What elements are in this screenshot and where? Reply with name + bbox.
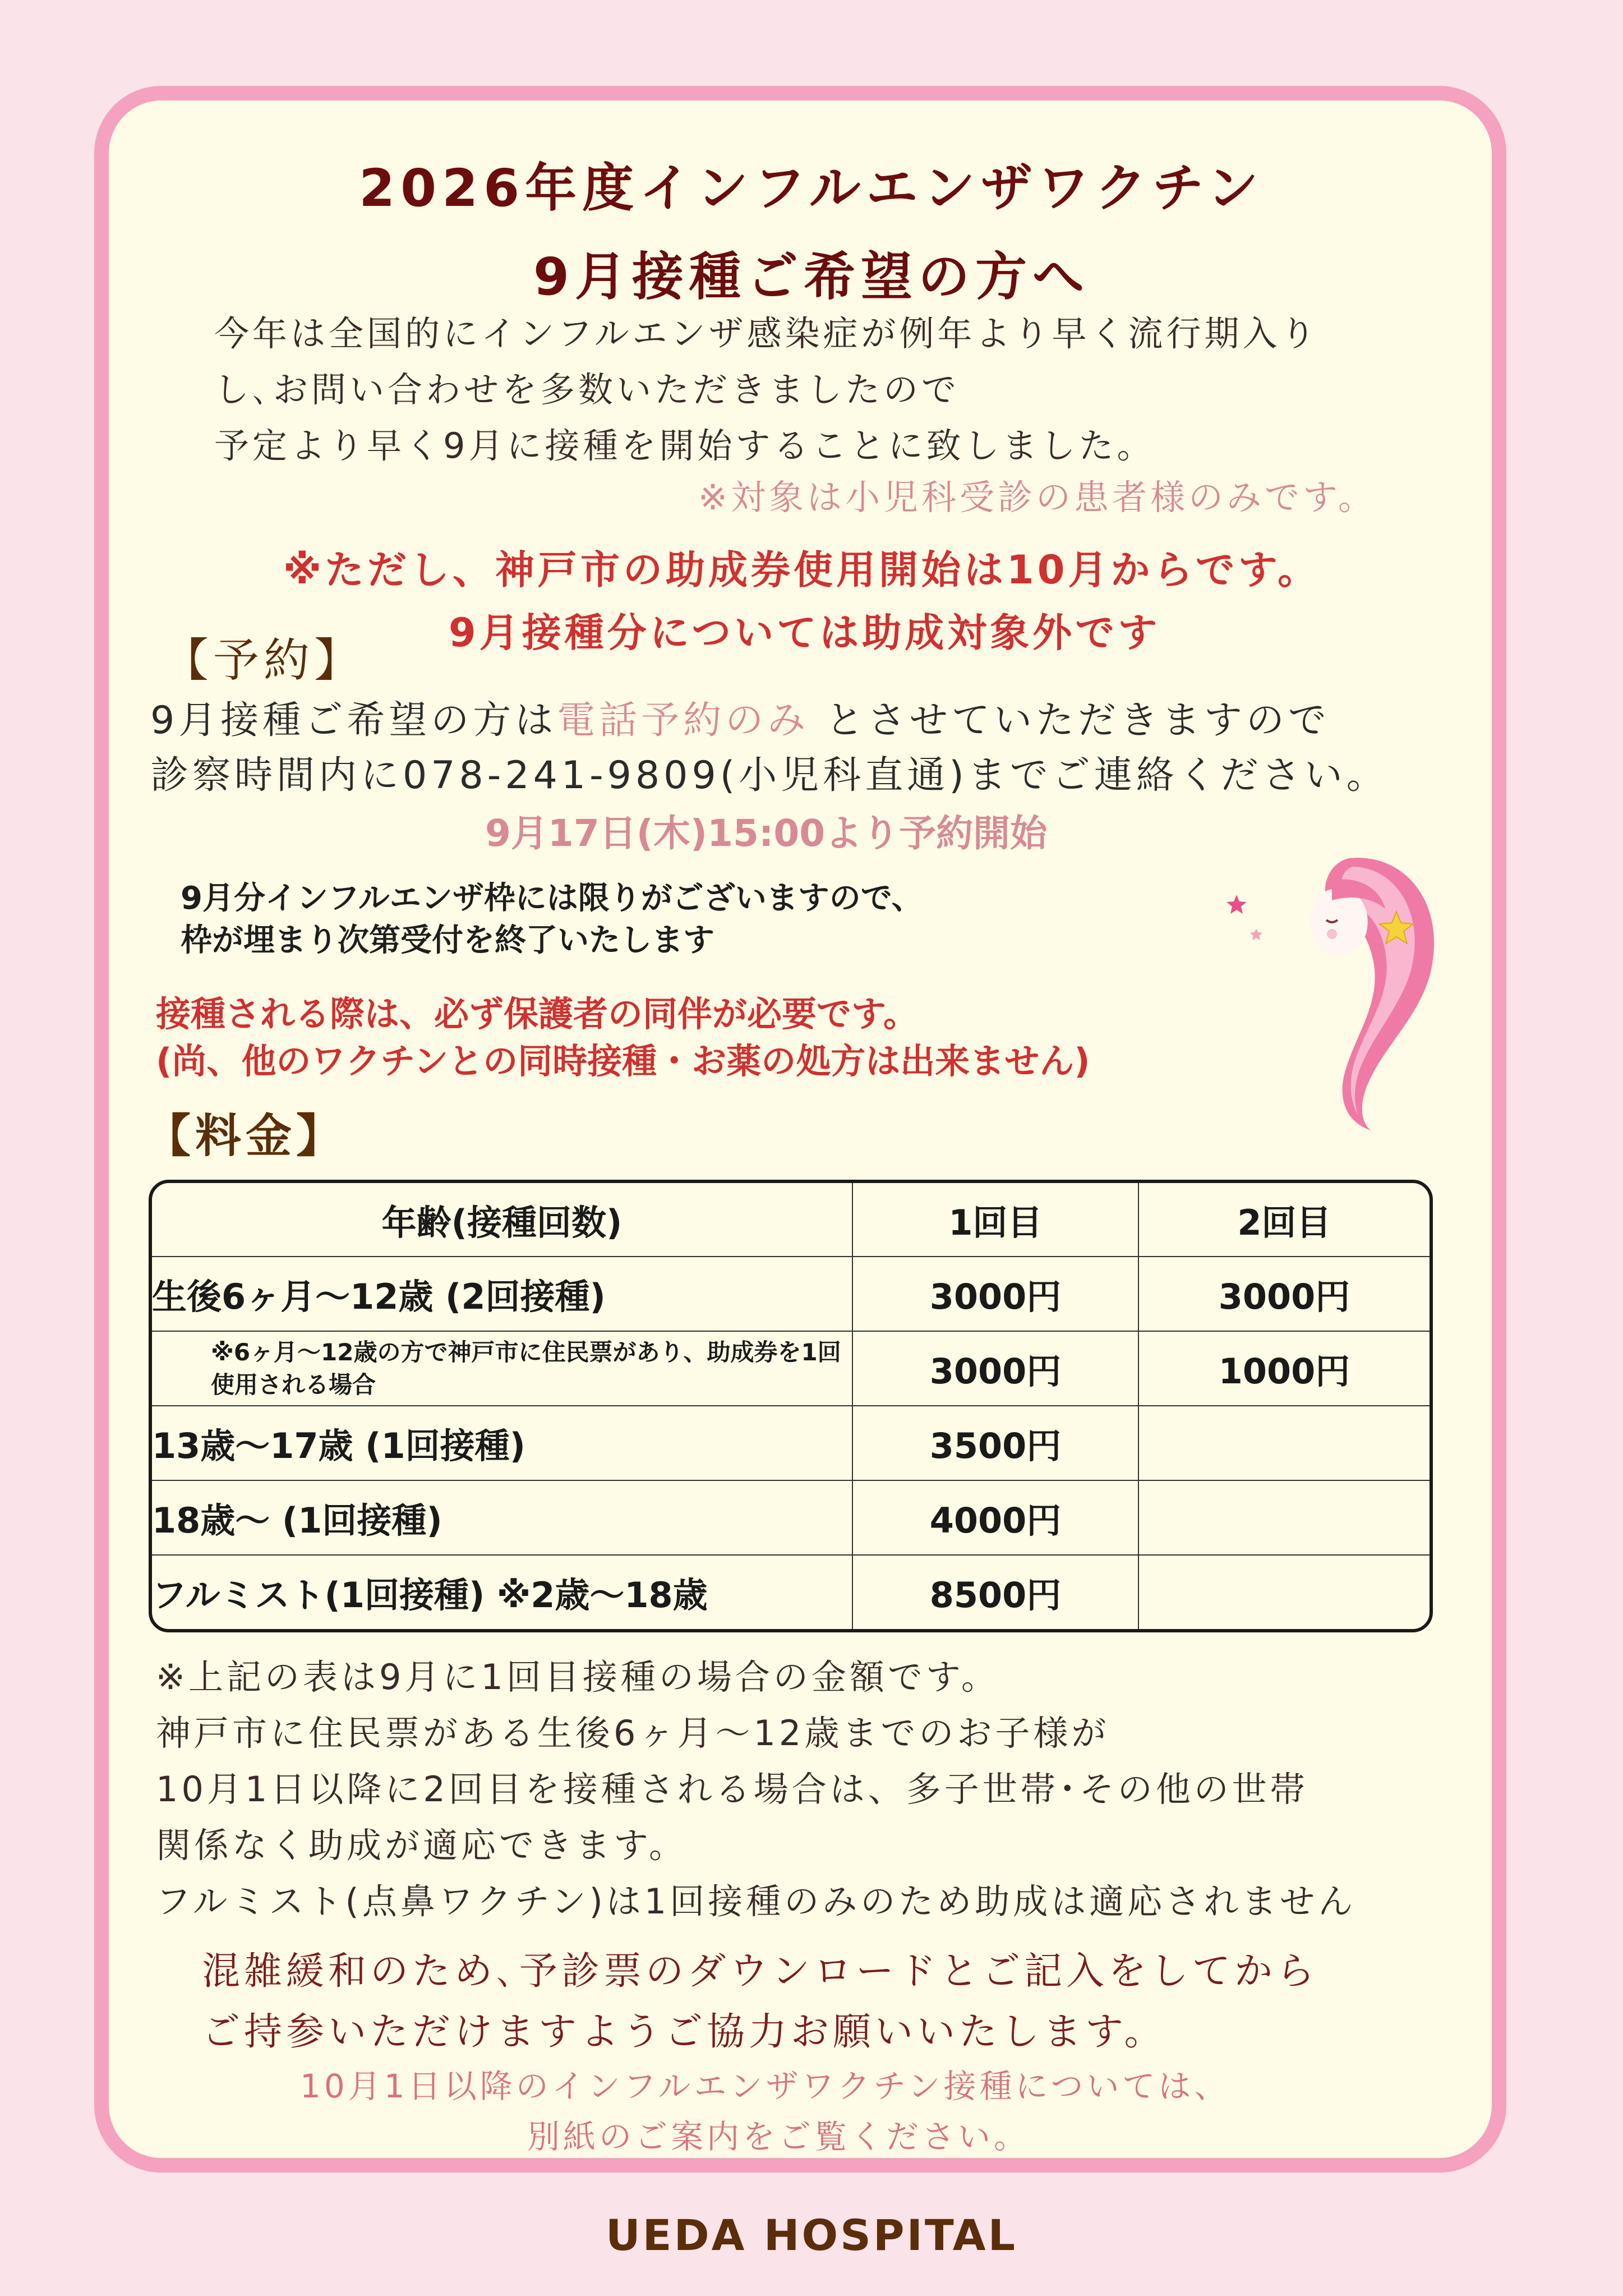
- second-dose-price: 3000円: [1139, 1257, 1430, 1332]
- cheek: [1327, 929, 1337, 939]
- table-row: [152, 1257, 1430, 1332]
- title-line-1: 2026年度インフルエンザワクチン: [359, 158, 1264, 218]
- hospital-name: UEDA HOSPITAL: [605, 2210, 1018, 2260]
- fee-note-3: 10月1日以降に2回目を接種される場合は、多子世帯･その他の世帯: [156, 1769, 1308, 1810]
- reservation-line-2: 診察時間内に078-241-9809(小児科直通)までご連絡ください。: [150, 753, 1389, 798]
- second-dose-price: [1139, 1406, 1430, 1481]
- intro-line-3: 予定より早く9月に接種を開始することに致しました。: [214, 425, 1155, 466]
- intro-line-1: 今年は全国的にインフルエンザ感染症が例年より早く流行期入り: [214, 313, 1319, 354]
- age-cell: 18歳～ (1回接種): [152, 1481, 853, 1556]
- fee-note-1: ※上記の表は9月に1回目接種の場合の金額です。: [156, 1657, 999, 1697]
- download-request-1: 混雑緩和のため､予診票のダウンロードとご記入をしてから: [202, 1949, 1319, 1994]
- age-cell: ※6ヶ月～12歳の方で神戸市に住民票があり、助成券を1回使用される場合: [152, 1332, 853, 1406]
- title-line-2: 9月接種ご希望の方へ: [533, 247, 1090, 307]
- second-dose-price: 1000円: [1139, 1332, 1430, 1406]
- target-note: ※対象は小児科受診の患者様のみです。: [698, 477, 1376, 518]
- header-second-dose: 2回目: [1139, 1183, 1430, 1257]
- reservation-prefix: 9月接種ご希望の方は: [150, 698, 557, 743]
- intro-line-2: し､お問い合わせを多数いただきましたので: [214, 369, 960, 410]
- table-row: [152, 1332, 1430, 1406]
- guardian-notice-2: (尚、他のワクチンとの同時接種・お薬の処方は出来ません): [156, 1041, 1090, 1082]
- reservation-line-1: [150, 690, 1330, 744]
- header-first-dose: 1回目: [853, 1183, 1139, 1257]
- subsidy-notice-2: 9月接種分については助成対象外です: [449, 610, 1161, 656]
- second-dose-price: [1139, 1556, 1430, 1629]
- second-dose-price: [1139, 1481, 1430, 1556]
- fees-heading: 【料金】: [145, 1110, 347, 1163]
- girl-illustration: [1211, 847, 1447, 1139]
- limit-notice-2: 枠が埋まり次第受付を終了いたします: [181, 922, 714, 959]
- phone-only-highlight: 電話予約のみ: [557, 698, 810, 743]
- fee-note-4: 関係なく助成が適応できます。: [156, 1825, 688, 1866]
- first-dose-price: 8500円: [853, 1556, 1139, 1629]
- small-star-icon: [1250, 928, 1262, 940]
- limit-notice-1: 9月分インフルエンザ枠には限りがございますので、: [181, 880, 923, 917]
- age-cell: フルミスト(1回接種) ※2歳～18歳: [152, 1556, 853, 1629]
- table-row: [152, 1556, 1430, 1629]
- closing-line-2: 別紙のご案内をご覧ください。: [527, 2118, 1030, 2156]
- subsidy-notice-1: ※ただし、神戸市の助成券使用開始は10月からです。: [283, 547, 1321, 593]
- table-row: [152, 1406, 1430, 1481]
- table-row: [152, 1481, 1430, 1556]
- reservation-heading: 【予約】: [163, 634, 365, 687]
- guardian-notice-1: 接種される際は、必ず保護者の同伴が必要です。: [156, 993, 919, 1034]
- header-age: 年齢(接種回数): [152, 1183, 853, 1257]
- first-dose-price: 3000円: [853, 1257, 1139, 1332]
- fee-table: [149, 1180, 1433, 1632]
- age-cell: 生後6ヶ月～12歳 (2回接種): [152, 1257, 853, 1332]
- fee-note-5: フルミスト(点鼻ワクチン)は1回接種のみのため助成は適応されません: [156, 1881, 1357, 1922]
- star-icon: [1227, 895, 1247, 914]
- download-request-2: ご持参いただけますようご協力お願いいたします。: [202, 2010, 1166, 2054]
- fee-table-header: [152, 1183, 1430, 1257]
- age-cell: 13歳～17歳 (1回接種): [152, 1406, 853, 1481]
- closing-line-1: 10月1日以降のインフルエンザワクチン接種については、: [300, 2067, 1230, 2105]
- reservation-start: 9月17日(木)15:00より予約開始: [485, 812, 1048, 855]
- reservation-suffix: とさせていただきますので: [809, 698, 1330, 743]
- first-dose-price: 3000円: [853, 1332, 1139, 1406]
- first-dose-price: 4000円: [853, 1481, 1139, 1556]
- fee-note-2: 神戸市に住民票がある生後6ヶ月～12歳までのお子様が: [156, 1713, 1110, 1754]
- first-dose-price: 3500円: [853, 1406, 1139, 1481]
